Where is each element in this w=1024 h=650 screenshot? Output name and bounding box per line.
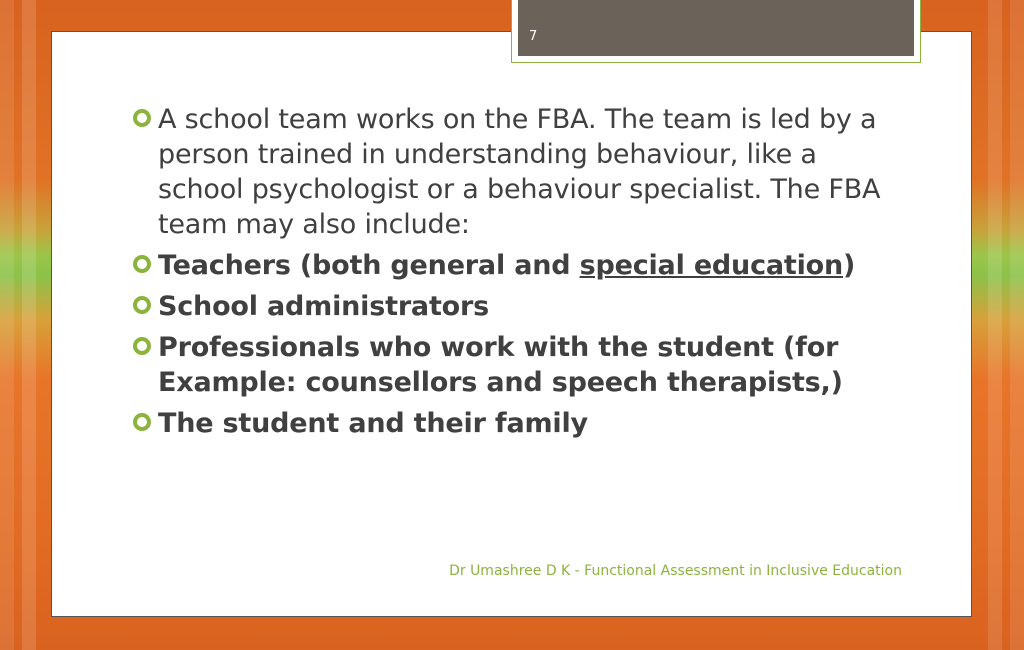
special-education-link[interactable]: special education — [579, 250, 844, 281]
list-item — [132, 330, 902, 400]
list-item — [132, 102, 902, 242]
bullet-list — [132, 102, 902, 447]
list-item — [132, 289, 902, 324]
bullet-text: A school team works on the FBA. The team is led by a person trained in understanding behaviour, like a school psychologist or a behaviour specialist. The FBA team may also include: — [158, 104, 881, 240]
bullet-text: School administrators — [158, 291, 489, 322]
slide-number: 7 — [529, 29, 538, 44]
bullet-text: The student and their family — [158, 408, 588, 439]
list-item — [132, 248, 902, 283]
bullet-text: Professionals who work with the student (for Example: counsellors and speech therapists,) — [158, 332, 843, 398]
bullet-icon — [133, 109, 151, 127]
list-item — [132, 406, 902, 441]
bullet-icon — [133, 337, 151, 355]
bullet-text-prefix: Teachers (both general and — [158, 250, 580, 281]
bullet-text-suffix: ) — [843, 250, 856, 281]
bullet-icon — [133, 296, 151, 314]
slide-footer: Dr Umashree D K - Functional Assessment in Inclusive Education — [449, 563, 902, 579]
bullet-icon — [133, 255, 151, 273]
slide-number-tab-fill — [518, 0, 914, 56]
bullet-icon — [133, 413, 151, 431]
